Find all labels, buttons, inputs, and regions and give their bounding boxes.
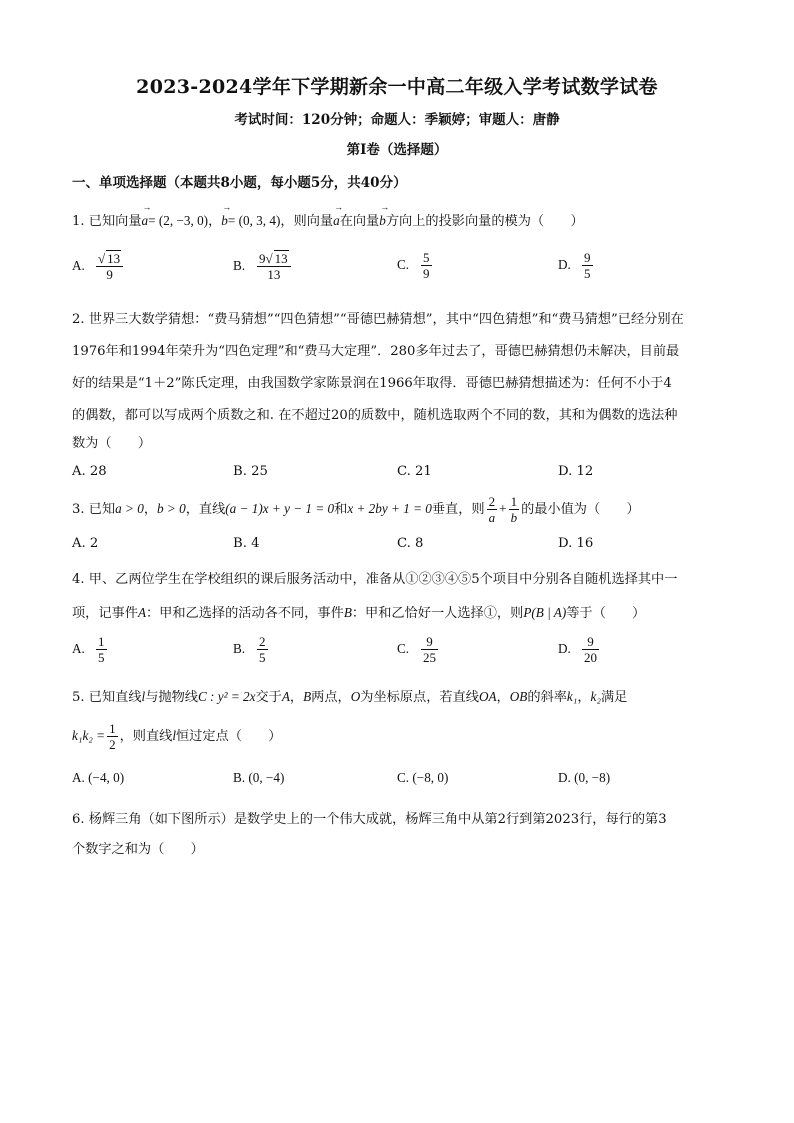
q3-option-a[interactable]: A. 2 [72,536,99,551]
vector-a: → a [141,202,152,228]
question-2-line-5: 数为（ ） [72,436,152,451]
q2-option-d[interactable]: D. 12 [558,464,594,479]
q5-option-b[interactable]: B. (0, −4) [233,770,285,785]
q5-option-c[interactable]: C. (−8, 0) [397,770,449,785]
section-heading: 一、单项选择题（本题共8小题，每小题5分，共40分） [72,175,407,191]
question-4-line-2: 项，记事件A：甲和乙选择的活动各不同，事件B：甲和乙恰好一人选择①，则P(B | A)等于（ ） [72,605,646,621]
q1-option-a[interactable]: A. $\frac{√ 13}{9}$ [72,250,125,282]
question-3-stem: 3. 已知a > 0，b > 0，直线(a − 1)x + y − 1 = 0和x + 2by + 1 = 0垂直，则 $\frac{2}{a}$ + $\frac{1}{b}$ 的最小值为（ ） [72,494,640,525]
q1-option-d[interactable]: D. $\frac{9}{5}$ [558,250,591,281]
q4-option-a[interactable]: A. $\frac{1}{5}$ [72,634,105,665]
question-2-line-4: 的偶数，都可以写成两个质数之和. 在不超过20的质数中，随机选取两个不同的数，其和为偶数的选法种 [72,408,678,423]
question-5-line-1: 5. 已知直线l与抛物线C : y² = 2x交于A，B两点，O为坐标原点，若直线OA，OB的斜率k₁，k₂满足 [72,689,628,705]
q5-option-a[interactable]: A. (−4, 0) [72,770,125,785]
question-2-line-3: 好的结果是“1＋2”陈氏定理，由我国数学家陈景润在1966年取得．哥德巴赫猜想描述为：任何不小于4 [72,376,672,391]
question-5-line-2: k₁k₂ = $\frac{1}{2}$ ，则直线l恒过定点（ ） [72,721,282,752]
q4-option-b[interactable]: B. $\frac{2}{5}$ [233,634,266,665]
question-6-line-2: 个数字之和为（ ） [72,842,204,857]
q2-option-b[interactable]: B. 25 [233,464,268,479]
question-4-line-1: 4. 甲、乙两位学生在学校组织的课后服务活动中，准备从①②③④⑤5个项目中分别各自随机选择其中一 [72,572,678,587]
q3-option-d[interactable]: D. 16 [558,536,594,551]
question-6-line-1: 6. 杨辉三角（如下图所示）是数学史上的一个伟大成就，杨辉三角中从第2行到第2023行，每行的第3 [72,812,667,827]
q5-option-d[interactable]: D. (0, −8) [558,770,611,785]
vector-b: → b [221,202,232,228]
q1-option-b[interactable]: B. $\frac{9√ 13}{13}$ [233,250,293,282]
q4-option-c[interactable]: C. $\frac{9}{25}$ [397,634,436,665]
question-2-line-1: 2. 世界三大数学猜想：“费马猜想”“四色猜想”“哥德巴赫猜想”，其中“四色猜想”和“费马猜想”已经分别在 [72,312,684,327]
volume-heading: 第I卷（选择题） [346,142,448,158]
exam-title: 2023-2024学年下学期新余一中高二年级入学考试数学试卷 [136,76,658,98]
question-1-stem: 1. 已知向量 → a= (2, −3, 0)， → b= (0, 3, 4)，则向量 → a在向量 → b方向上的投影向量的模为（ ） [72,202,584,229]
q2-option-c[interactable]: C. 21 [397,464,432,479]
q4-option-d[interactable]: D. $\frac{9}{20}$ [558,634,597,665]
q1-option-c[interactable]: C. $\frac{5}{9}$ [397,250,430,281]
q2-option-a[interactable]: A. 28 [72,464,107,479]
q3-option-b[interactable]: B. 4 [233,536,260,551]
q3-option-c[interactable]: C. 8 [397,536,424,551]
exam-subtitle: 考试时间：120分钟；命题人：季颖婷；审题人：唐静 [234,112,560,128]
question-2-line-2: 1976年和1994年荣升为“四色定理”和“费马大定理”．280多年过去了，哥德巴赫猜想仍未解决，目前最 [72,344,680,359]
